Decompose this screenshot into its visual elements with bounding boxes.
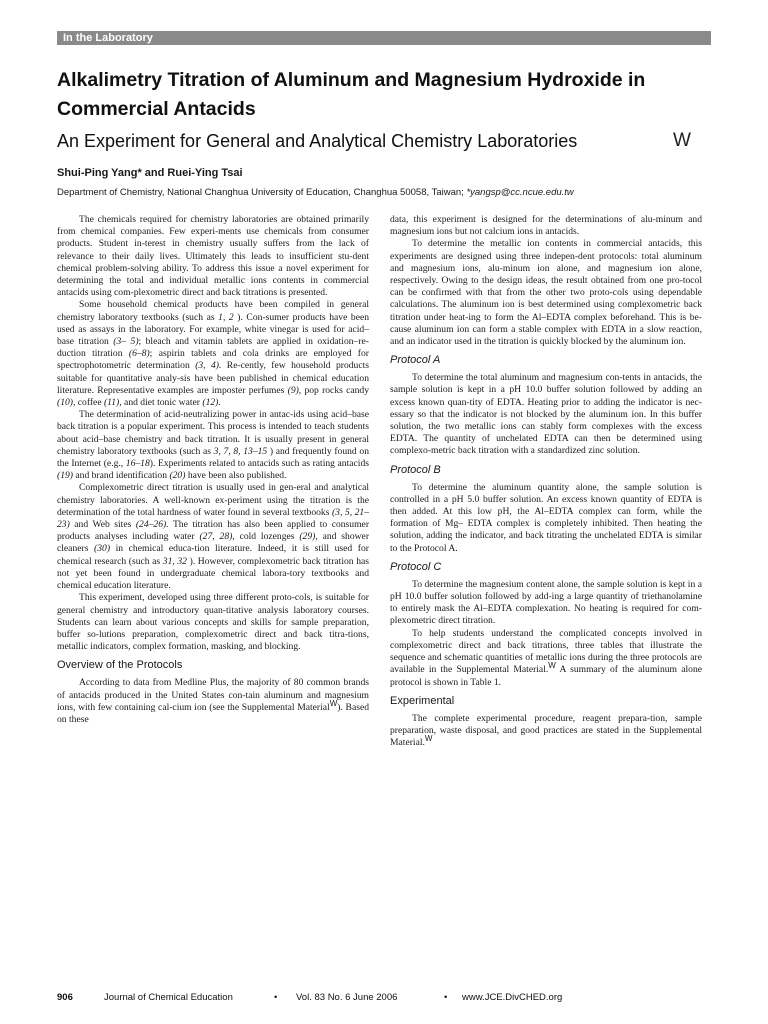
- paragraph: [390, 713, 702, 750]
- text: The determination of acid-neutralizing power in antac-ids using acid–base back titration is a popular experiment. This process is intended to teach students about acid–base chemistry and back titration. It is usually present in general chemistry laboratory textbooks (such as: [57, 409, 369, 457]
- citation: (10),: [57, 397, 76, 409]
- paragraph: To determine the total aluminum and magnesium con-tents in antacids, the sample solution is kept in a pH 10.0 buffer solution followed by adding an excess known quan-tity of EDTA. Heating prior to adding the indicator is nec-essary so that the indicator is not blocked by the aluminum ion. In this buffer solution, the two metallic ions can stably form complexes with the excess EDTA. The quantity of unchelated EDTA can then be determined using complexo-metric back titration with a standardized zinc solution.: [390, 372, 702, 457]
- paragraph: The chemicals required for chemistry laboratories are obtained primarily from chemical companies. Few experi-ments use chemicals from consumer products. Student in-terest in chemistry usually suffers from the lack of relevance to their daily lives. Ultimately this leads to insufficient stu-dent chemical problem-solving ability. To address this issue a novel experiment for determining the total and individual metallic ions contents in commercial antacids using com-plexometric direct and back titrations is presented.: [57, 214, 369, 299]
- citation: (6–8): [128, 348, 150, 360]
- text: and diet tonic water: [121, 397, 203, 409]
- left-column: [57, 214, 369, 726]
- paragraph: To determine the aluminum quantity alone, the sample solution is controlled in a pH 5.0 buffer solution. An excess known quantity of EDTA is then added. At this low pH, the Al–EDTA complex can form, while the formation of Mg– EDTA complex is completely inhibited. Then heating the solution, adding the indicator, and back titrating the unchelated EDTA is similar to the Protocol A.: [390, 481, 702, 554]
- paragraph: [57, 482, 369, 592]
- section-heading-experimental: Experimental: [390, 694, 455, 707]
- citation: (3, 4).: [195, 360, 222, 372]
- section-heading-protocol-a: Protocol A: [390, 354, 441, 367]
- citation: (9),: [287, 384, 302, 396]
- citation: (20): [169, 470, 186, 482]
- text: ; aspirin tablets and cola drinks are employed for spectrophotometric determination: [57, 348, 369, 372]
- footer-bullet: •: [444, 992, 448, 1003]
- paragraph: [57, 299, 369, 409]
- text: ). Con-sumer products have been used as assays in the laboratory. For example, white vinegar is used for acid–base titration: [57, 311, 370, 348]
- text: and brand identification: [72, 470, 170, 482]
- paragraph: This experiment, developed using three different proto-cols, is suitable for general chemistry and introductory quan-titative analysis laboratory courses. Students can learn about various concepts and skills for sample preparation, buffer so-lutions preparation, complexometric direct and back titra-tions, metallic indicators, complex formation, masking, and blocking.: [57, 592, 369, 653]
- text: cold lozenges: [234, 531, 300, 543]
- text: and shower cleaners: [57, 531, 370, 555]
- citation: (12).: [202, 397, 221, 409]
- article-title: Alkalimetry Titration of Aluminum and Magnesium Hydroxide in Commercial Antacids: [57, 69, 646, 120]
- text: Some household chemical products have been compiled in general chemistry laboratory textbooks (such as: [57, 299, 369, 323]
- web-supplement-mark: W: [673, 130, 691, 151]
- affiliation: [57, 186, 737, 199]
- text: A summary of the aluminum alone protocol is shown in Table 1.: [390, 664, 702, 688]
- text: in chemical educa-tion literature. Indeed, it is still used for chemical research (such as: [57, 543, 369, 567]
- text: have been also published.: [185, 470, 287, 482]
- citation: (11),: [103, 397, 122, 409]
- text: and Web sites: [69, 519, 136, 531]
- right-column: [390, 214, 702, 749]
- text: According to data from Medline Plus, the majority of 80 common brands of antacids produced in the United States con-tain aluminum and magnesium ions, with few containing cal-cium ion (see the Supplemental Material: [57, 677, 369, 713]
- paragraph: To determine the metallic ion contents in commercial antacids, this experiments are designed using three indepen-dent protocols: total aluminum and magnesium ions, alu-minum ion alone, and magnesium ion alone, respectively. Owing to the design ideas, the result obtained from one pro-tocol can be confirmed with that from the other two proto-cols using dependable calculations. The aluminum ion is best determined using complexometric back titration under heat-ing to form the Al–EDTA complex beforehand. This is be-cause aluminum ion can form a stable complex with EDTA in a slow reaction, and an indicator used in the titration is quickly blocked by the aluminum ion.: [390, 238, 702, 348]
- web-supplement-mark: W: [329, 698, 338, 708]
- footer-bullet: •: [274, 992, 278, 1003]
- text: The titration has also been applied to consumer products analyses including water: [57, 519, 370, 543]
- text: pop rocks candy: [301, 384, 369, 396]
- paragraph: To determine the magnesium content alone, the sample solution is kept in a pH 10.0 buffer solution followed by add-ing a large quantity of triethanolamine to entirely mask the Al–EDTA complexation. No heating is required for com-plexometric direct titration.: [390, 578, 702, 627]
- section-heading-protocol-b: Protocol B: [390, 463, 441, 476]
- citation: 16–18: [125, 458, 150, 470]
- citation: 31, 32: [162, 555, 187, 567]
- citation: 3, 7, 8, 13–15: [213, 445, 268, 457]
- section-heading-protocol-c: Protocol C: [390, 560, 442, 573]
- affiliation-text: Department of Chemistry, National Changhua University of Education, Changhua 50058, Taiwan;: [57, 187, 467, 198]
- citation: (24–26).: [135, 519, 169, 531]
- text: ) and frequently found on the Internet (e.g.,: [57, 445, 369, 470]
- text: ). However, complexometric back titration has not yet been found in undergraduate chemical labora-tory textbooks and chemical education literature.: [57, 555, 369, 592]
- volume-info: Vol. 83 No. 6 June 2006: [296, 992, 398, 1003]
- text: The complete experimental procedure, reagent prepara-tion, sample preparation, waste disposal, and good practices are stated in the Supplemental Material.: [390, 712, 702, 749]
- author-email: *yangsp@cc.ncue.edu.tw: [466, 187, 574, 198]
- authors: Shui-Ping Yang* and Ruei-Ying Tsai: [57, 167, 243, 179]
- text: ). Based on these: [57, 701, 370, 725]
- text: coffee: [75, 397, 104, 409]
- citation: (29),: [299, 531, 318, 543]
- text: To help students understand the complicated concepts involved in complexometric direct and back titrations, three tables that illustrate the sequence and schematic quantities of metallic ions during the three protocols are available in the Supplemental Material.: [390, 627, 702, 676]
- text: ). Experiments related to antacids such as rating antacids: [149, 458, 369, 470]
- citation: (27, 28),: [199, 531, 235, 543]
- text: Complexometric direct titration is usually used in gen-eral and analytical chemistry laboratories. A well-known ex-periment using the titration is the determination of the total hardness of water found in several textbooks: [57, 482, 369, 518]
- paragraph: [57, 409, 369, 482]
- citation: (3, 5, 21–23): [57, 506, 370, 531]
- section-header-bar: [57, 31, 711, 45]
- article-subtitle: An Experiment for General and Analytical Chemistry Laboratories: [57, 131, 578, 151]
- section-heading-overview: Overview of the Protocols: [57, 659, 183, 672]
- section-label: In the Laboratory: [63, 32, 153, 44]
- paragraph: [390, 628, 702, 689]
- paragraph: data, this experiment is designed for the determinations of alu-minum and magnesium ions but not calcium ions in antacids.: [390, 214, 702, 238]
- citation: (30): [94, 543, 111, 555]
- citation: (3– 5): [113, 336, 139, 348]
- paragraph: [57, 677, 369, 726]
- text: Re-cently, few household products suitable for quantitative analy-sis have been published in chemical education literature. Representative examples are imposter perfumes: [57, 360, 369, 396]
- web-supplement-mark: W: [548, 661, 556, 671]
- web-supplement-mark: W: [424, 733, 433, 743]
- citation: 1, 2: [218, 311, 234, 323]
- text: ; bleach and vitamin tablets are applied in oxidation–re-duction titration: [57, 336, 369, 360]
- page-number: 906: [57, 992, 73, 1003]
- journal-name: Journal of Chemical Education: [104, 992, 233, 1003]
- citation: (19): [57, 470, 73, 482]
- journal-url[interactable]: www.JCE.DivCHED.org: [462, 992, 563, 1003]
